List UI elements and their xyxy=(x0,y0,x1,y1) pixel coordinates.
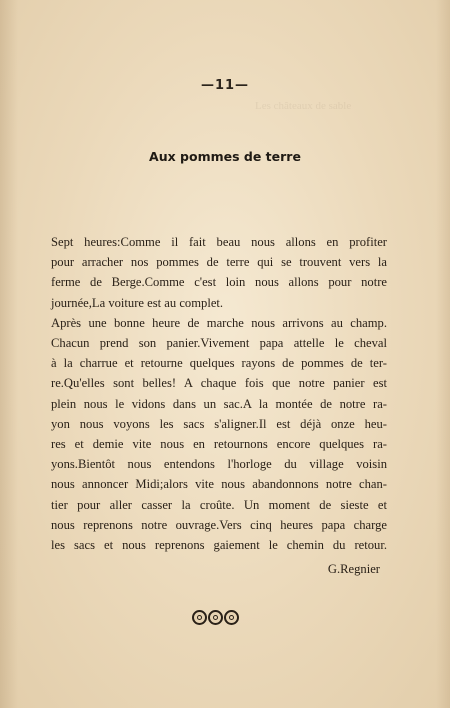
text-line: res et demie vite nous en retournons encore quelques ra- xyxy=(51,437,387,452)
show-through-text: Les châteaux de sable xyxy=(255,100,352,112)
page-number: —11— xyxy=(200,78,250,93)
story-paragraph xyxy=(51,232,387,555)
author-signature: G.Regnier xyxy=(327,562,380,576)
text-line: pour arracher nos pommes de terre qui se trouvent vers la xyxy=(51,255,387,270)
text-line: Chacun prend son panier.Vivement papa attelle le cheval xyxy=(51,336,387,351)
text-line: les sacs et nous reprenons gaiement le chemin du retour. xyxy=(51,538,387,553)
text-line: nous reprenons notre ouvrage.Vers cinq heures papa charge xyxy=(51,517,387,532)
text-line: nous annoncer Midi;alors vite nous abandonnons notre chan- xyxy=(51,477,387,492)
text-line: Après une bonne heure de marche nous arrivons au champ. xyxy=(51,315,387,330)
text-line: re.Qu'elles sont belles! A chaque fois que notre panier est xyxy=(51,376,387,391)
text-line: yons.Bientôt nous entendons l'horloge du village voisin xyxy=(51,457,387,472)
text-line: tier pour aller casser la croûte. Un moment de sieste et xyxy=(51,497,387,512)
ring-icon xyxy=(224,610,239,625)
ring-icon xyxy=(208,610,223,625)
text-line: ferme de Berge.Comme c'est loin nous allons pour notre xyxy=(51,275,387,290)
triple-ring-ornament-icon xyxy=(192,610,239,625)
text-line: Sept heures:Comme il fait beau nous allons en profiter xyxy=(51,235,387,249)
text-line: plein nous le vidons dans un sac.A la montée de notre ra- xyxy=(51,396,387,411)
page-title: Aux pommes de terre xyxy=(149,149,301,164)
text-line: journée,La voiture est au complet. xyxy=(51,295,224,310)
text-line: yon nous voyons les sacs s'aligner.Il est déjà onze heu- xyxy=(51,416,387,431)
ring-icon xyxy=(192,610,207,625)
text-line: à la charrue et retourne quelques rayons de pommes de ter- xyxy=(51,356,387,371)
